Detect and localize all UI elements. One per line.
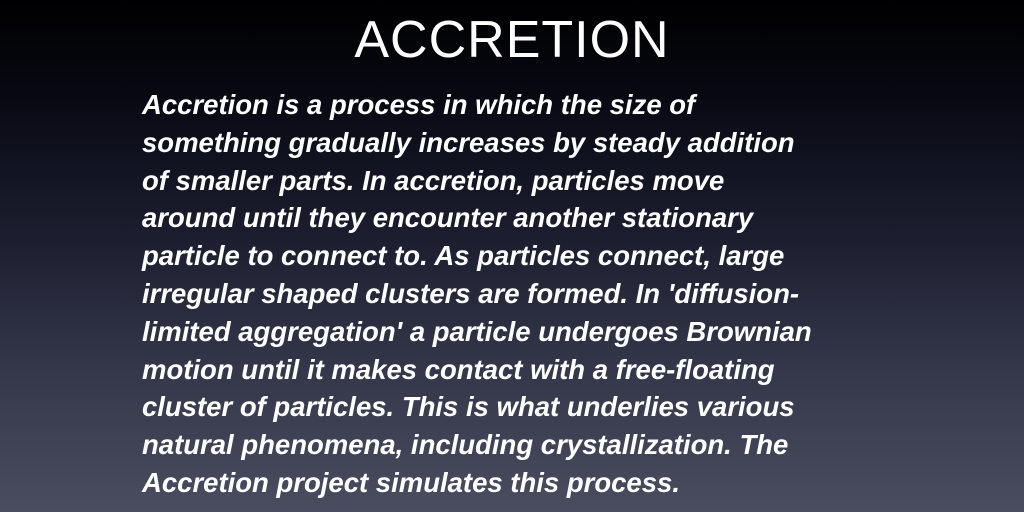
body-line: Accretion is a process in which the size of xyxy=(142,89,696,120)
body-line: motion until it makes contact with a free-floating xyxy=(142,353,775,385)
body-line: Accretion project simulates this process. xyxy=(142,466,680,498)
body-line: limited aggregation' a particle undergoes Brownian xyxy=(142,315,812,347)
body-line: natural phenomena, including crystallization. The xyxy=(142,429,789,461)
slide-body xyxy=(142,86,942,502)
body-line: irregular shaped clusters are formed. In 'diffusion- xyxy=(142,277,800,309)
body-line: particle to connect to. As particles connect, large xyxy=(142,240,785,272)
body-line: of smaller parts. In accretion, particles move xyxy=(142,164,725,196)
slide-title: ACCRETION xyxy=(354,11,670,69)
body-line: cluster of particles. This is what underlies various xyxy=(142,391,795,423)
body-line: around until they encounter another stationary xyxy=(142,202,754,234)
body-line: something gradually increases by steady addition xyxy=(142,126,795,158)
